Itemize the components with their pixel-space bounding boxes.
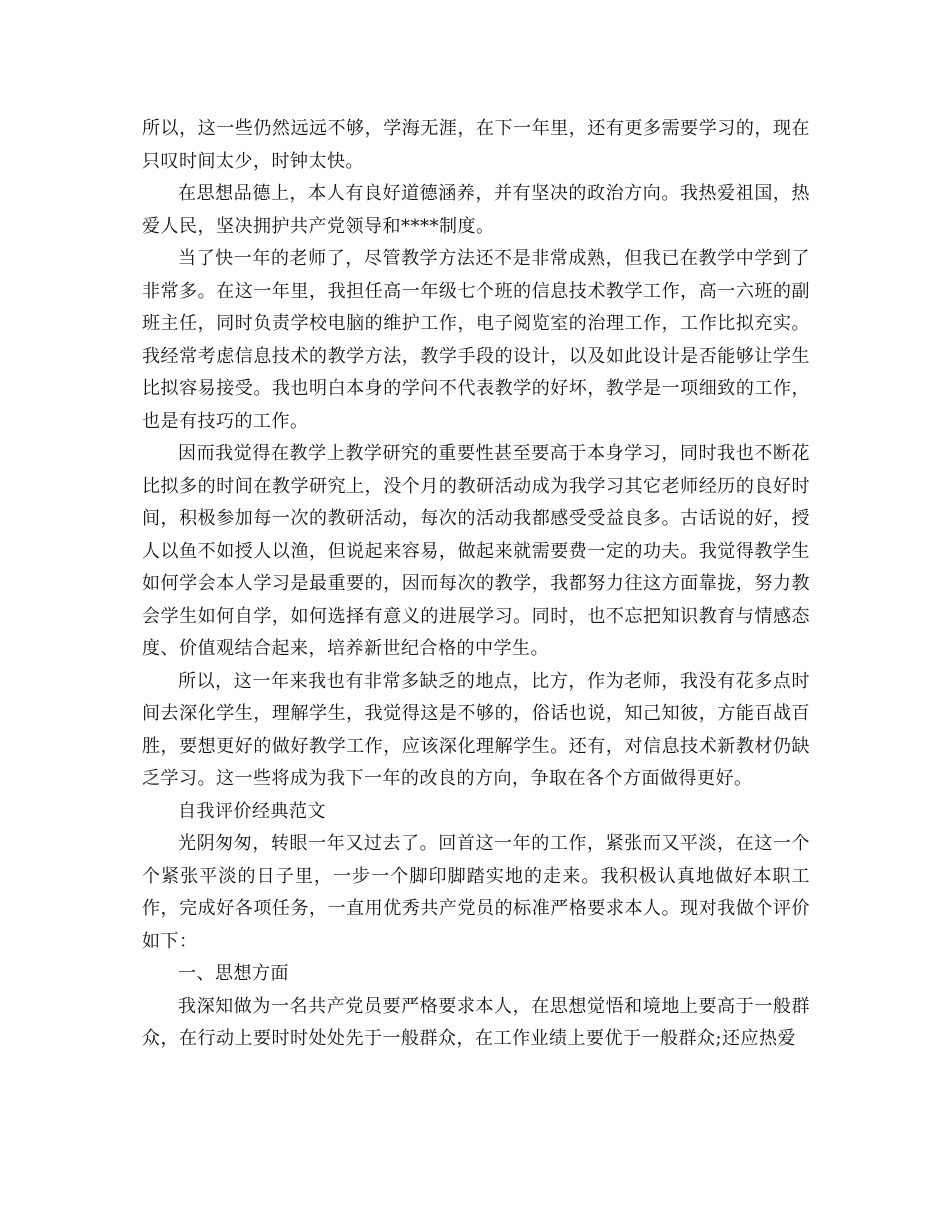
paragraph-shortcomings: 所以，这一年来我也有非常多缺乏的地点，比方，作为老师，我没有花多点时间去深化学生，理解学生，我觉得这是不够的，俗话也说，知己知彼，方能百战百胜，要想更好的做好教学工作，应该深化理解学生。还有，对信息技术新教材仍缺乏学习。这一些将成为我下一年的改良的方向，争取在各个方面做得更好。 [142, 670, 810, 789]
paragraph-year-review: 光阴匆匆，转眼一年又过去了。回首这一年的工作，紧张而又平淡，在这一个个紧张平淡的日子里，一步一个脚印脚踏实地的走来。我积极认真地做好本职工作，完成好各项任务，一直用优秀共产党员的标准严格要求本人。现对我做个评价如下： [142, 833, 810, 952]
paragraph-teaching-research: 因而我觉得在教学上教学研究的重要性甚至要高于本身学习，同时我也不断花比拟多的时间在教学研究上，没个月的教研活动成为我学习其它老师经历的良好时间，积极参加每一次的教研活动，每次的活动我都感受受益良多。古话说的好，授人以鱼不如授人以渔，但说起来容易，做起来就需要费一定的功夫。我觉得教学生如何学会本人学习是最重要的，因而每次的教学，我都努力往这方面靠拢，努力教会学生如何自学，如何选择有意义的进展学习。同时，也不忘把知识教育与情感态度、价值观结合起来，培养新世纪合格的中学生。 [142, 443, 810, 659]
section-heading-ideology: 一、思想方面 [178, 963, 289, 984]
section-title-self-evaluation: 自我评价经典范文 [178, 800, 326, 822]
paragraph-party-member: 我深知做为一名共产党员要严格要求本人，在思想觉悟和境地上要高于一般群众，在行动上要时时处处先于一般群众，在工作业绩上要优于一般群众;还应热爱 [142, 995, 810, 1049]
document-body [142, 113, 810, 1056]
paragraph-ideology-morality: 在思想品德上，本人有良好道德涵养，并有坚决的政治方向。我热爱祖国，热爱人民，坚决拥护共产党领导和****制度。 [142, 183, 810, 237]
paragraph-continuation: 所以，这一些仍然远远不够，学海无涯，在下一年里，还有更多需要学习的，现在只叹时间太少，时钟太快。 [142, 118, 810, 172]
paragraph-teaching-work: 当了快一年的老师了，尽管教学方法还不是非常成熟，但我已在教学中学到了非常多。在这一年里，我担任高一年级七个班的信息技术教学工作，高一六班的副班主任，同时负责学校电脑的维护工作，电子阅览室的治理工作，工作比拟充实。我经常考虑信息技术的教学方法，教学手段的设计，以及如此设计是否能够让学生比拟容易接受。我也明白本身的学问不代表教学的好坏，教学是一项细致的工作，也是有技巧的工作。 [142, 248, 810, 432]
